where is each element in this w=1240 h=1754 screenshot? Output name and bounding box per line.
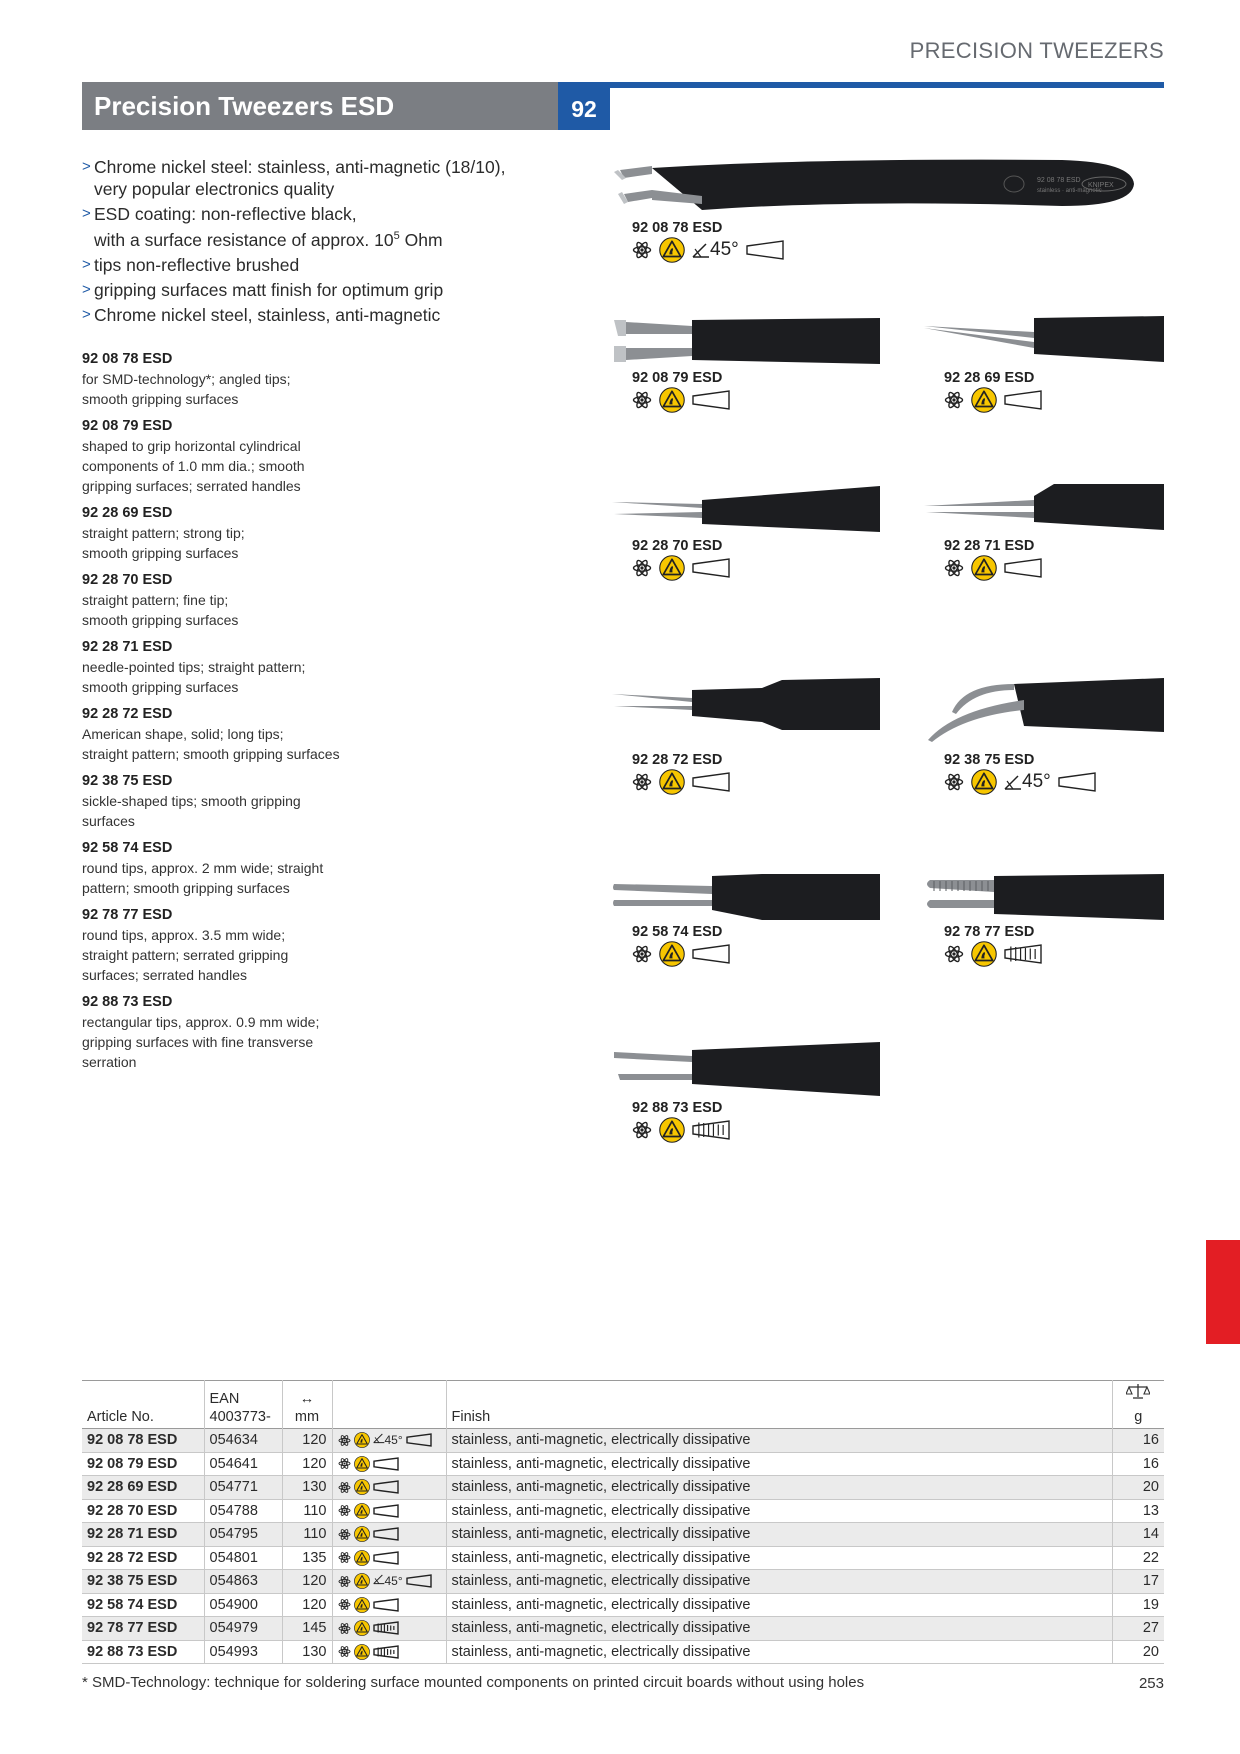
cell-finish: stainless, anti-magnetic, electrically dissipative [446, 1523, 1112, 1547]
atom-icon [338, 1434, 351, 1447]
atom-icon [944, 944, 964, 964]
cell-article: 92 28 71 ESD [82, 1523, 204, 1547]
cell-article: 92 88 73 ESD [82, 1640, 204, 1664]
description-text: rectangular tips, approx. 0.9 mm wide; [82, 1014, 320, 1030]
serrated-tip-icon [373, 1621, 399, 1635]
description-text: straight pattern; strong tip; [82, 525, 245, 541]
smooth-tip-icon [1004, 390, 1042, 410]
page-title: Precision Tweezers ESD [82, 82, 558, 130]
product-symbols [944, 942, 1164, 966]
product-article-code: 92 38 75 ESD [944, 752, 1035, 768]
length-arrow-icon: ↔ [299, 1391, 315, 1407]
tweezer-image [612, 316, 880, 368]
smooth-tip-icon [373, 1504, 399, 1518]
smooth-tip-icon [373, 1457, 399, 1471]
table-row [82, 1476, 1164, 1500]
smooth-tip-icon [692, 558, 730, 578]
product-card [612, 316, 880, 412]
description-article-code: 92 08 79 ESD [82, 418, 173, 434]
esd-warning-icon [354, 1573, 370, 1589]
cell-weight: 14 [1112, 1523, 1164, 1547]
esd-warning-icon [354, 1597, 370, 1613]
description-article-code: 92 28 70 ESD [82, 572, 173, 588]
cell-weight: 16 [1112, 1429, 1164, 1453]
header-weight [1112, 1381, 1164, 1429]
header-ean-top: EAN [209, 1391, 240, 1407]
cell-weight: 17 [1112, 1570, 1164, 1594]
product-symbols [632, 238, 1138, 262]
cell-length: 110 [282, 1523, 332, 1547]
product-symbols [944, 556, 1164, 580]
product-article-code: 92 28 72 ESD [632, 752, 723, 768]
description-text: round tips, approx. 3.5 mm wide; [82, 927, 286, 943]
product-symbols [944, 770, 1164, 794]
tweezer-image [924, 316, 1164, 368]
cell-length: 130 [282, 1640, 332, 1664]
feature-text: Ohm [399, 229, 443, 250]
description-text: serration [82, 1054, 137, 1070]
cell-symbols [332, 1429, 446, 1453]
table-row [82, 1640, 1164, 1664]
cell-ean: 054900 [204, 1593, 282, 1617]
esd-warning-icon [354, 1526, 370, 1542]
product-card [924, 670, 1164, 794]
product-symbols [944, 388, 1164, 412]
atom-icon [632, 390, 652, 410]
atom-icon [338, 1457, 351, 1470]
cell-length: 130 [282, 1476, 332, 1500]
cell-finish: stainless, anti-magnetic, electrically dissipative [446, 1429, 1112, 1453]
atom-icon [338, 1575, 351, 1588]
feature-text: Chrome nickel steel: stainless, anti-magnetic (18/10), [94, 157, 506, 177]
esd-warning-icon [354, 1432, 370, 1448]
smooth-tip-icon [746, 240, 784, 260]
description-text: surfaces; serrated handles [82, 967, 247, 983]
cell-finish: stainless, anti-magnetic, electrically dissipative [446, 1570, 1112, 1594]
cell-article: 92 38 75 ESD [82, 1570, 204, 1594]
table-row [82, 1499, 1164, 1523]
angle-45-icon: 45° [692, 239, 739, 261]
atom-icon [338, 1528, 351, 1541]
smooth-tip-icon [692, 772, 730, 792]
table-header-row [82, 1381, 1164, 1429]
cell-finish: stainless, anti-magnetic, electrically dissipative [446, 1617, 1112, 1641]
tweezer-image [924, 670, 1164, 750]
cell-weight: 16 [1112, 1452, 1164, 1476]
cell-ean: 054801 [204, 1546, 282, 1570]
cell-article: 92 08 79 ESD [82, 1452, 204, 1476]
esd-warning-icon [354, 1456, 370, 1472]
product-symbols [632, 770, 880, 794]
smooth-tip-icon [1004, 558, 1042, 578]
esd-warning-icon [659, 555, 685, 581]
angle-45-icon: 45° [373, 1570, 403, 1592]
feature-text: very popular electronics quality [94, 179, 335, 199]
header-length-unit: mm [294, 1409, 320, 1425]
product-article-code: 92 08 79 ESD [632, 370, 723, 386]
description-text: smooth gripping surfaces [82, 679, 239, 695]
cell-symbols [332, 1452, 446, 1476]
description-item [82, 839, 372, 898]
smooth-tip-icon [692, 944, 730, 964]
product-article-code: 92 28 69 ESD [944, 370, 1035, 386]
esd-warning-icon [971, 387, 997, 413]
header-article: Article No. [87, 1409, 154, 1425]
esd-warning-icon [659, 387, 685, 413]
cell-ean: 054771 [204, 1476, 282, 1500]
cell-ean: 054634 [204, 1429, 282, 1453]
esd-warning-icon [354, 1620, 370, 1636]
scale-icon [1126, 1383, 1150, 1403]
description-text: pattern; smooth gripping surfaces [82, 880, 290, 896]
table-row [82, 1593, 1164, 1617]
footnote: * SMD-Technology: technique for soldering surface mounted components on printed circuit boards without using holes [82, 1674, 865, 1691]
svg-text:KNIPEX: KNIPEX [1088, 182, 1114, 189]
cell-weight: 13 [1112, 1499, 1164, 1523]
cell-article: 92 78 77 ESD [82, 1617, 204, 1641]
product-card [612, 148, 1138, 262]
title-rule [558, 82, 1164, 88]
cell-length: 120 [282, 1593, 332, 1617]
atom-icon [338, 1481, 351, 1494]
cell-weight: 19 [1112, 1593, 1164, 1617]
smooth-tip-icon [373, 1551, 399, 1565]
angle-45-icon: 45° [373, 1429, 403, 1451]
tweezer-image [612, 870, 880, 922]
description-text: sickle-shaped tips; smooth gripping [82, 793, 301, 809]
svg-text:92 08 78 ESD: 92 08 78 ESD [1037, 177, 1081, 184]
product-article-code: 92 28 71 ESD [944, 538, 1035, 554]
product-symbols [632, 1118, 880, 1142]
atom-icon [944, 390, 964, 410]
smooth-tip-icon [406, 1433, 432, 1447]
feature-text: tips non-reflective brushed [94, 254, 300, 275]
atom-icon [338, 1504, 351, 1517]
feature-item [82, 304, 552, 326]
cell-symbols [332, 1476, 446, 1500]
product-article-code: 92 28 70 ESD [632, 538, 723, 554]
cell-weight: 22 [1112, 1546, 1164, 1570]
cell-length: 145 [282, 1617, 332, 1641]
cell-weight: 20 [1112, 1476, 1164, 1500]
description-article-code: 92 88 73 ESD [82, 994, 173, 1010]
cell-finish: stainless, anti-magnetic, electrically dissipative [446, 1476, 1112, 1500]
esd-warning-icon [354, 1550, 370, 1566]
smooth-tip-icon [373, 1480, 399, 1494]
cell-length: 120 [282, 1452, 332, 1476]
description-item [82, 772, 372, 831]
atom-icon [632, 944, 652, 964]
table-row [82, 1617, 1164, 1641]
description-text: gripping surfaces with fine transverse [82, 1034, 314, 1050]
atom-icon [338, 1645, 351, 1658]
description-text: American shape, solid; long tips; [82, 726, 284, 742]
description-text: smooth gripping surfaces [82, 545, 239, 561]
feature-item [82, 254, 552, 276]
tweezer-image [612, 484, 880, 536]
svg-text:stainless · anti-magnetic: stainless · anti-magnetic [1037, 188, 1102, 194]
cell-ean: 054863 [204, 1570, 282, 1594]
atom-icon [944, 772, 964, 792]
description-item [82, 571, 372, 630]
serrated-tip-icon [692, 1120, 730, 1140]
angle-45-icon: 45° [1004, 771, 1051, 793]
atom-icon [632, 240, 652, 260]
product-card [612, 870, 880, 966]
product-article-code: 92 58 74 ESD [632, 924, 723, 940]
description-item [82, 504, 372, 563]
description-text: needle-pointed tips; straight pattern; [82, 659, 306, 675]
esd-warning-icon [971, 941, 997, 967]
product-card [612, 484, 880, 580]
header-ean [204, 1381, 282, 1429]
product-card [924, 484, 1164, 580]
cell-symbols [332, 1499, 446, 1523]
smooth-tip-icon [373, 1598, 399, 1612]
cell-weight: 20 [1112, 1640, 1164, 1664]
cell-finish: stainless, anti-magnetic, electrically dissipative [446, 1640, 1112, 1664]
table-row [82, 1429, 1164, 1453]
table-row [82, 1570, 1164, 1594]
page-number: 253 [1138, 1675, 1164, 1692]
esd-warning-icon [971, 769, 997, 795]
smooth-tip-icon [373, 1527, 399, 1541]
cell-symbols [332, 1523, 446, 1547]
atom-icon [338, 1598, 351, 1611]
tweezer-image [612, 670, 880, 750]
cell-length: 120 [282, 1429, 332, 1453]
cell-ean: 054788 [204, 1499, 282, 1523]
feature-text: Chrome nickel steel, stainless, anti-magnetic [94, 304, 441, 325]
header-ean-prefix: 4003773- [209, 1409, 271, 1425]
description-item [82, 350, 372, 409]
cell-weight: 27 [1112, 1617, 1164, 1641]
description-text: surfaces [82, 813, 135, 829]
cell-article: 92 28 70 ESD [82, 1499, 204, 1523]
esd-warning-icon [659, 941, 685, 967]
description-article-code: 92 78 77 ESD [82, 907, 173, 923]
cell-finish: stainless, anti-magnetic, electrically dissipative [446, 1546, 1112, 1570]
cell-length: 135 [282, 1546, 332, 1570]
atom-icon [338, 1622, 351, 1635]
feature-item [82, 203, 552, 251]
esd-warning-icon [659, 769, 685, 795]
esd-warning-icon [354, 1644, 370, 1660]
description-article-code: 92 28 71 ESD [82, 639, 173, 655]
description-text: smooth gripping surfaces [82, 391, 239, 407]
product-descriptions [82, 350, 372, 1080]
atom-icon [944, 558, 964, 578]
description-item [82, 638, 372, 697]
cell-ean: 054979 [204, 1617, 282, 1641]
description-text: for SMD-technology*; angled tips; [82, 371, 291, 387]
header-finish: Finish [446, 1381, 1112, 1429]
esd-warning-icon [354, 1503, 370, 1519]
description-text: straight pattern; smooth gripping surfaces [82, 746, 340, 762]
cell-symbols [332, 1593, 446, 1617]
description-text: components of 1.0 mm dia.; smooth [82, 458, 305, 474]
feature-superscript: 5 [393, 230, 400, 242]
header-length [282, 1381, 332, 1429]
description-text: straight pattern; serrated gripping [82, 947, 289, 963]
esd-warning-icon [659, 237, 685, 263]
description-article-code: 92 08 78 ESD [82, 351, 173, 367]
section-label: PRECISION TWEEZERS [909, 38, 1164, 63]
description-item [82, 906, 372, 985]
smooth-tip-icon [1058, 772, 1096, 792]
esd-warning-icon [354, 1479, 370, 1495]
atom-icon [338, 1551, 351, 1564]
header-symbols [332, 1381, 446, 1429]
description-text: smooth gripping surfaces [82, 612, 239, 628]
tweezer-image [924, 870, 1164, 922]
cell-finish: stainless, anti-magnetic, electrically dissipative [446, 1452, 1112, 1476]
product-symbols [632, 556, 880, 580]
cell-symbols [332, 1617, 446, 1641]
cell-article: 92 28 72 ESD [82, 1546, 204, 1570]
feature-item [82, 279, 552, 301]
description-text: straight pattern; fine tip; [82, 592, 229, 608]
product-card [924, 316, 1164, 412]
chapter-number-badge: 92 [558, 88, 610, 130]
cell-length: 120 [282, 1570, 332, 1594]
cell-symbols [332, 1640, 446, 1664]
cell-article: 92 58 74 ESD [82, 1593, 204, 1617]
chapter-tab [1206, 1240, 1240, 1344]
atom-icon [632, 772, 652, 792]
cell-finish: stainless, anti-magnetic, electrically dissipative [446, 1499, 1112, 1523]
tweezer-image [612, 148, 1138, 218]
cell-ean: 054641 [204, 1452, 282, 1476]
smooth-tip-icon [406, 1574, 432, 1588]
cell-symbols [332, 1570, 446, 1594]
description-text: round tips, approx. 2 mm wide; straight [82, 860, 324, 876]
description-article-code: 92 28 69 ESD [82, 505, 173, 521]
description-item [82, 993, 372, 1072]
product-symbols [632, 942, 880, 966]
atom-icon [632, 558, 652, 578]
feature-text: gripping surfaces matt finish for optimum grip [94, 279, 444, 300]
cell-ean: 054993 [204, 1640, 282, 1664]
cell-article: 92 08 78 ESD [82, 1429, 204, 1453]
product-symbols [632, 388, 880, 412]
description-text: gripping surfaces; serrated handles [82, 478, 301, 494]
table-row [82, 1523, 1164, 1547]
header-weight-unit: g [1134, 1409, 1143, 1425]
feature-item [82, 156, 552, 200]
description-article-code: 92 28 72 ESD [82, 706, 173, 722]
serrated-tip-icon [373, 1645, 399, 1659]
atom-icon [632, 1120, 652, 1140]
serrated-tip-icon [1004, 944, 1042, 964]
cell-finish: stainless, anti-magnetic, electrically dissipative [446, 1593, 1112, 1617]
product-card [612, 1040, 880, 1142]
feature-list [82, 156, 552, 329]
cell-article: 92 28 69 ESD [82, 1476, 204, 1500]
product-article-code: 92 88 73 ESD [632, 1100, 723, 1116]
smooth-tip-icon [692, 390, 730, 410]
description-item [82, 417, 372, 496]
feature-text: ESD coating: non-reflective black, [94, 204, 357, 224]
product-article-code: 92 08 78 ESD [632, 220, 723, 236]
cell-ean: 054795 [204, 1523, 282, 1547]
table-row [82, 1452, 1164, 1476]
esd-warning-icon [659, 1117, 685, 1143]
spec-table [82, 1380, 1164, 1664]
description-article-code: 92 58 74 ESD [82, 840, 173, 856]
description-text: shaped to grip horizontal cylindrical [82, 438, 301, 454]
feature-text: with a surface resistance of approx. 10 [94, 229, 394, 250]
esd-warning-icon [971, 555, 997, 581]
description-article-code: 92 38 75 ESD [82, 773, 173, 789]
product-article-code: 92 78 77 ESD [944, 924, 1035, 940]
cell-symbols [332, 1546, 446, 1570]
description-item [82, 705, 372, 764]
table-row [82, 1546, 1164, 1570]
product-card [612, 670, 880, 794]
tweezer-image [924, 484, 1164, 536]
cell-length: 110 [282, 1499, 332, 1523]
product-card [924, 870, 1164, 966]
tweezer-image [612, 1040, 880, 1098]
